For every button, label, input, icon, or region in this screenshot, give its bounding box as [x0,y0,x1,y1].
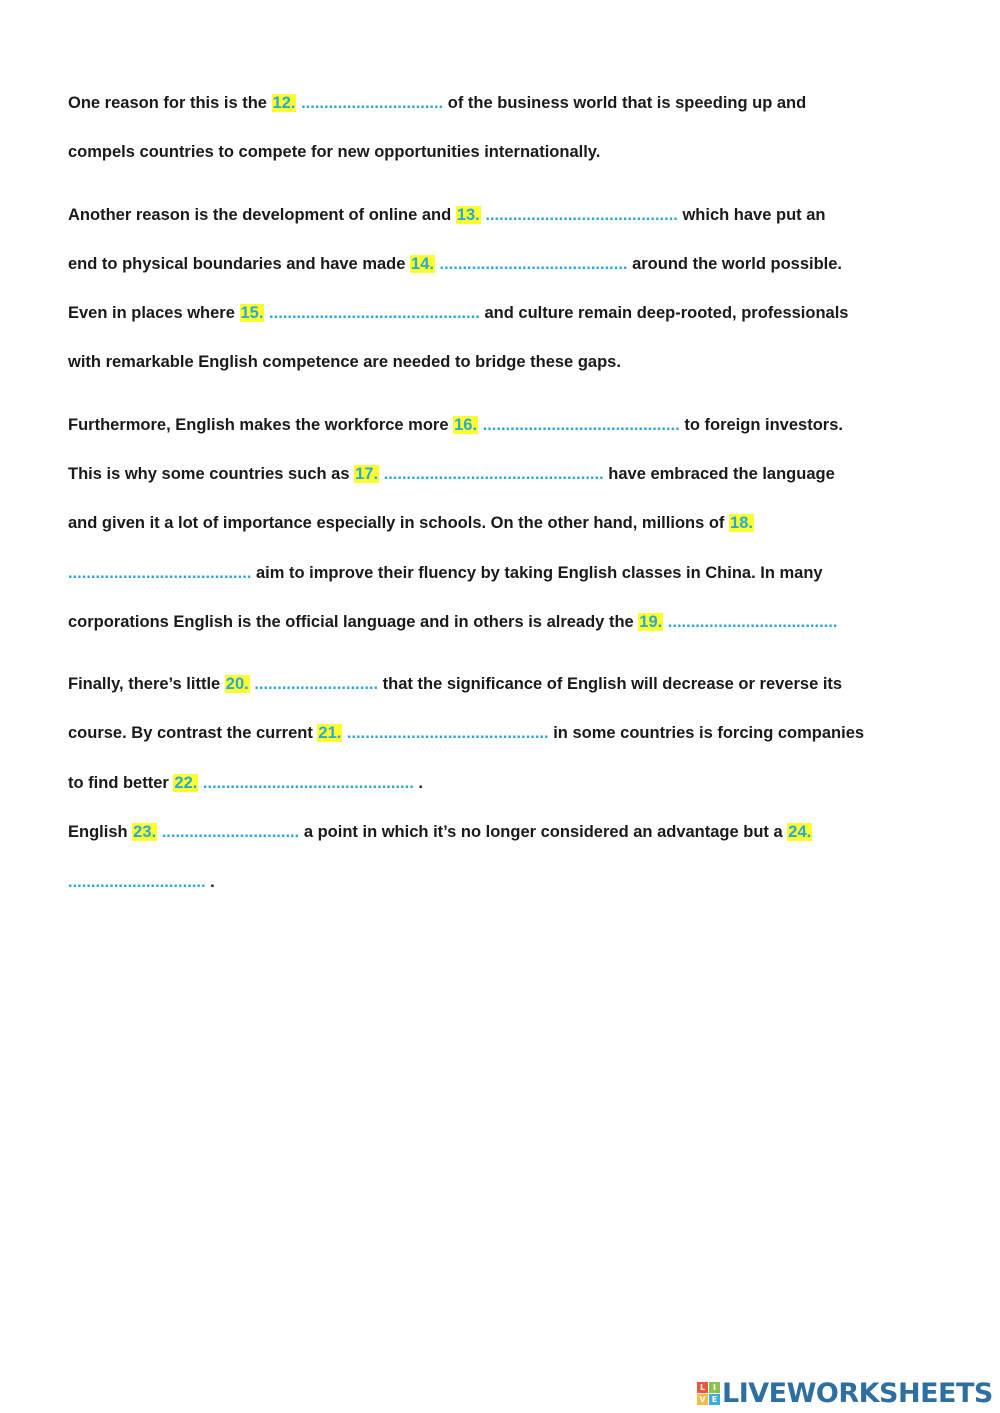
text-line-15 [68,821,812,843]
line-text: have embraced the language [603,465,835,483]
line-text: . [413,774,423,792]
text-line-14 [68,772,423,794]
answer-blank-18[interactable]: ........................................ [68,564,252,582]
blank-number-13: 13. [456,206,480,224]
line-text: aim to improve their fluency by taking English classes in China. In many [251,564,823,582]
answer-blank-16[interactable]: ........................................... [478,416,680,434]
line-text: which have put an [677,206,826,224]
answer-blank-13[interactable]: .......................................... [480,206,678,224]
line-text: English [68,823,133,841]
text-line-10 [68,562,823,584]
line-text: course. By contrast the current [68,724,318,742]
blank-number-16: 16. [454,416,478,434]
blank-number-24: 24. [788,823,812,841]
text-line-4 [68,253,842,275]
text-line-13 [68,722,864,744]
line-text: compels countries to compete for new opportunities internationally. [68,143,601,161]
text-line-16 [68,871,215,893]
blank-number-12: 12. [272,94,296,112]
text-line-2 [68,141,600,163]
liveworksheets-logo[interactable] [697,1377,993,1409]
line-text: that the significance of English will decrease or reverse its [378,675,843,693]
answer-blank-23[interactable]: .............................. [157,823,300,841]
text-line-5 [68,302,848,324]
line-text: to foreign investors. [679,416,843,434]
answer-blank-20[interactable]: ........................... [249,675,379,693]
line-text: Finally, there’s little [68,675,225,693]
line-text: Another reason is the development of online and [68,206,456,224]
line-text: in some countries is forcing companies [548,724,865,742]
text-line-1 [68,92,806,114]
answer-blank-21[interactable]: ............................................ [342,724,549,742]
line-text: of the business world that is speeding up and [443,94,807,112]
text-line-9 [68,512,754,534]
line-text: This is why some countries such as [68,465,355,483]
blank-number-19: 19. [639,613,663,631]
blank-number-21: 21. [318,724,342,742]
answer-blank-14[interactable]: ......................................... [434,255,628,273]
blank-number-14: 14. [411,255,434,273]
answer-blank-19[interactable]: ..................................... [663,613,838,631]
line-text: One reason for this is the [68,94,272,112]
line-text: corporations English is the official language and in others is already the [68,613,639,631]
line-text: around the world possible. [627,255,843,273]
text-line-8 [68,463,835,485]
line-text: and culture remain deep-rooted, professionals [479,304,849,322]
text-line-11 [68,611,837,633]
logo-icon: L I V E [697,1382,720,1405]
blank-number-18: 18. [730,514,753,532]
line-text: with remarkable English competence are needed to bridge these gaps. [68,353,621,371]
blank-number-22: 22. [174,774,198,792]
blank-number-17: 17. [355,465,379,483]
blank-number-15: 15. [240,304,264,322]
line-text: and given it a lot of importance especially in schools. On the other hand, millions of [68,514,730,532]
blank-number-20: 20. [225,675,249,693]
text-line-12 [68,673,842,695]
line-text: Even in places where [68,304,240,322]
line-text: to find better [68,774,174,792]
line-text: end to physical boundaries and have made [68,255,411,273]
text-line-3 [68,204,825,226]
answer-blank-22[interactable]: .............................................. [198,774,414,792]
text-line-7 [68,414,843,436]
answer-blank-17[interactable]: ................................................ [379,465,604,483]
answer-blank-24[interactable]: .............................. [68,873,206,891]
answer-blank-12[interactable]: ............................... [296,94,444,112]
text-line-6 [68,351,621,373]
blank-number-23: 23. [133,823,157,841]
logo-text: LIVEWORKSHEETS [722,1377,993,1409]
answer-blank-15[interactable]: .............................................. [264,304,480,322]
line-text: a point in which it’s no longer considered an advantage but a [299,823,788,841]
line-text: Furthermore, English makes the workforce more [68,416,454,434]
line-text: . [205,873,215,891]
